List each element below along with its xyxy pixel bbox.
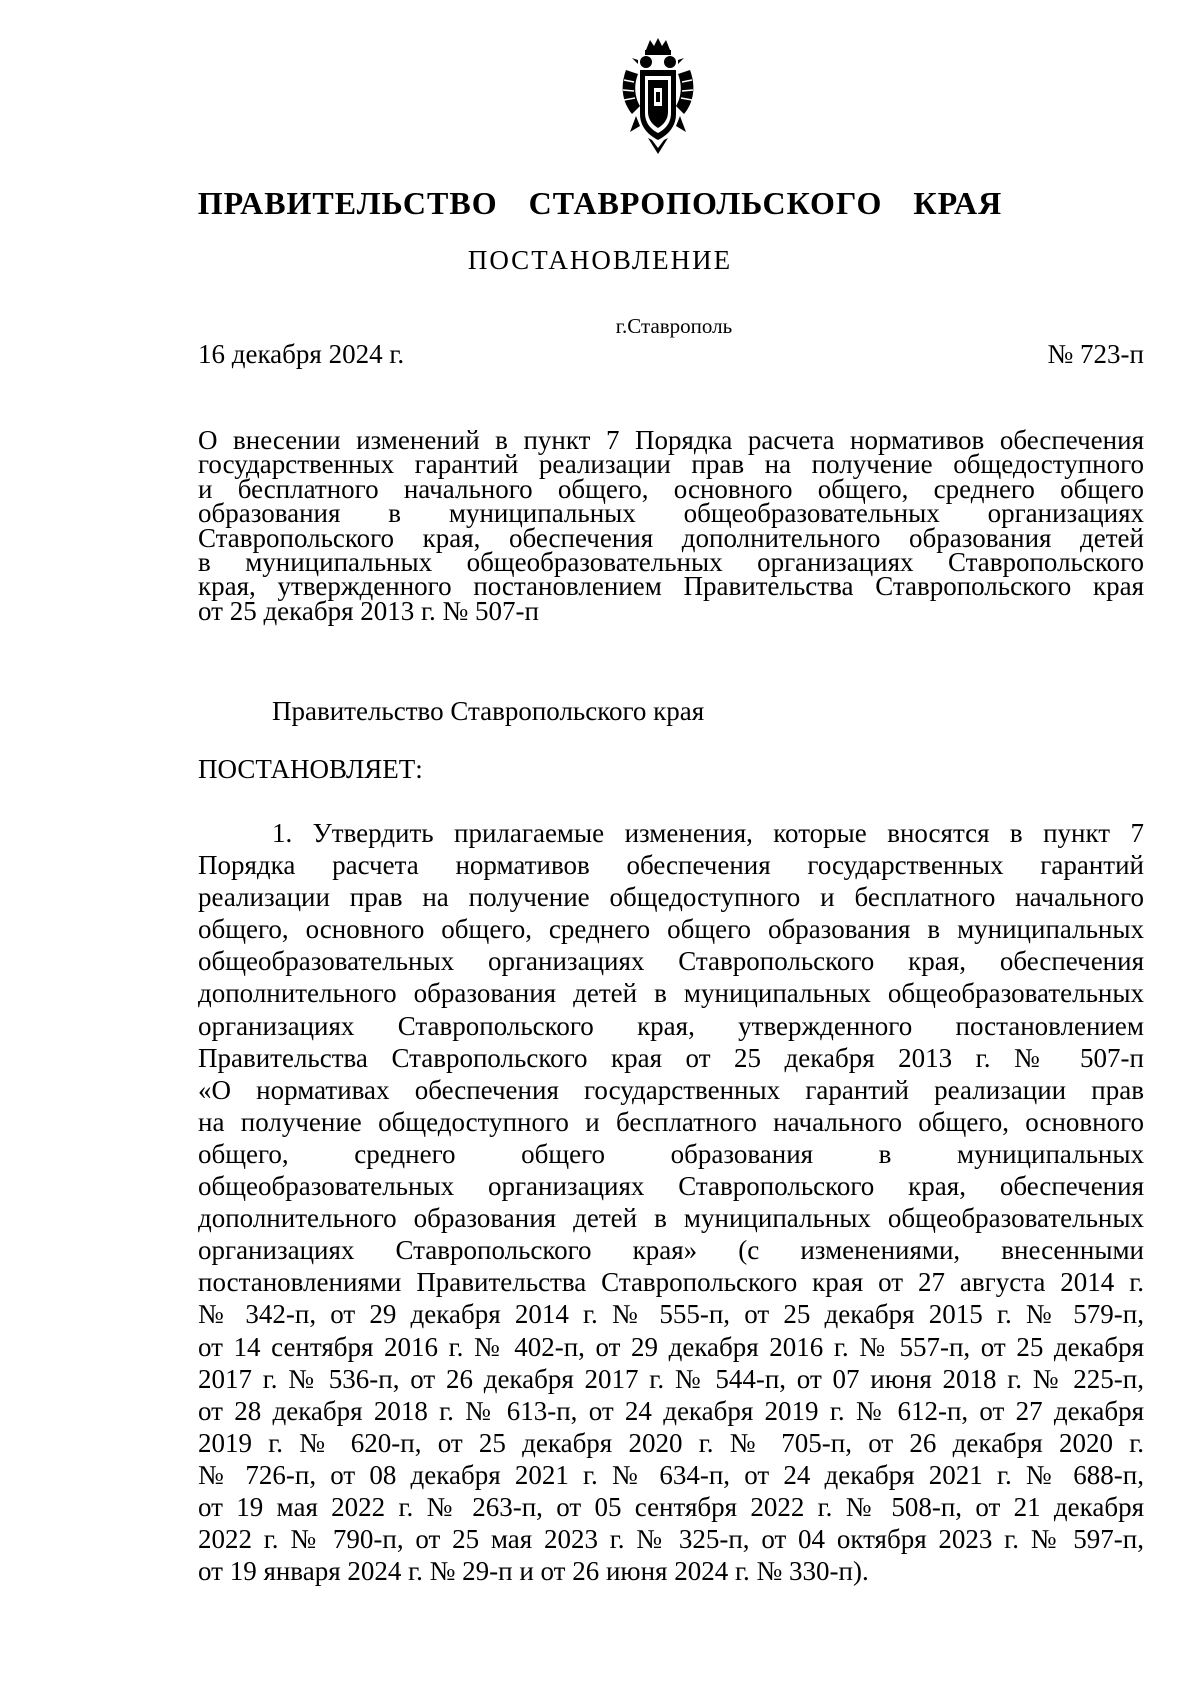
paragraph-line: общеобразовательных организациях Ставропольского края, обеспечения: [198, 1171, 1144, 1202]
paragraph-line: постановлениями Правительства Ставропольского края от 27 августа 2014 г.: [198, 1267, 1144, 1298]
paragraph-line: «О нормативах обеспечения государственных гарантий реализации прав: [198, 1074, 1144, 1105]
document-number: № 723-п: [1047, 339, 1144, 369]
document-subject: [198, 425, 1144, 626]
subject-line: края, утвержденного постановлением Правительства Ставропольского края: [198, 571, 1144, 602]
document-type: ПОСТАНОВЛЕНИЕ: [467, 245, 733, 275]
subject-line: Ставропольского края, обеспечения дополнительного образования детей: [198, 522, 1144, 553]
paragraph-line: 2019 г. № 620-п, от 25 декабря 2020 г. № 705-п, от 26 декабря 2020 г.: [198, 1427, 1144, 1458]
paragraph-line: реализации прав на получение общедоступного и бесплатного начального: [198, 882, 1144, 913]
subject-line: и бесплатного начального общего, основного общего, среднего общего: [198, 473, 1144, 504]
paragraph-line: от 28 декабря 2018 г. № 613-п, от 24 декабря 2019 г. № 612-п, от 27 декабря: [198, 1395, 1144, 1426]
paragraph-line: от 19 января 2024 г. № 29-п и от 26 июня 2024 г. № 330-п).: [198, 1556, 869, 1587]
paragraph-line: 2022 г. № 790-п, от 25 мая 2023 г. № 325-п, от 04 октября 2023 г. № 597-п,: [198, 1524, 1144, 1555]
organization-title: ПРАВИТЕЛЬСТВО СТАВРОПОЛЬСКОГО КРАЯ: [197, 185, 1003, 221]
paragraph-line: от 19 мая 2022 г. № 263-п, от 05 сентября 2022 г. № 508-п, от 21 декабря: [198, 1491, 1144, 1522]
paragraph-line: организациях Ставропольского края» (с изменениями, внесенными: [198, 1235, 1144, 1266]
paragraph-line: № 342-п, от 29 декабря 2014 г. № 555-п, от 25 декабря 2015 г. № 579-п,: [198, 1299, 1144, 1330]
paragraph-line: организациях Ставропольского края, утвержденного постановлением: [198, 1010, 1144, 1041]
paragraph-line: общего, среднего общего образования в муниципальных: [198, 1138, 1144, 1169]
paragraph-line: от 14 сентября 2016 г. № 402-п, от 29 декабря 2016 г. № 557-п, от 25 декабря: [198, 1331, 1144, 1362]
paragraph-line: Правительства Ставропольского края от 25 декабря 2013 г. № 507-п: [198, 1042, 1144, 1073]
subject-line: в муниципальных общеобразовательных организациях Ставропольского: [198, 547, 1144, 578]
paragraph-line: дополнительного образования детей в муниципальных общеобразовательных: [198, 978, 1144, 1009]
decree-word: ПОСТАНОВЛЯЕТ:: [198, 754, 423, 784]
paragraph-1: [198, 817, 1144, 1587]
paragraph-line: № 726-п, от 08 декабря 2021 г. № 634-п, от 24 декабря 2021 г. № 688-п,: [198, 1459, 1144, 1490]
subject-line: О внесении изменений в пункт 7 Порядка расчета нормативов обеспечения: [198, 425, 1144, 455]
subject-line: государственных гарантий реализации прав на получение общедоступного: [198, 449, 1144, 480]
paragraph-line: дополнительного образования детей в муниципальных общеобразовательных: [198, 1203, 1144, 1234]
paragraph-line: 1. Утвердить прилагаемые изменения, которые вносятся в пункт 7: [272, 818, 1144, 848]
paragraph-line: общего, основного общего, среднего общего образования в муниципальных: [198, 914, 1144, 945]
paragraph-line: 2017 г. № 536-п, от 26 декабря 2017 г. № 544-п, от 07 июня 2018 г. № 225-п,: [198, 1363, 1144, 1394]
city: г.Ставрополь: [615, 314, 733, 338]
coat-of-arms-icon: [618, 36, 698, 164]
paragraph-line: на получение общедоступного и бесплатного начального общего, основного: [198, 1106, 1144, 1137]
subject-line: от 25 декабря 2013 г. № 507-п: [198, 595, 539, 626]
subject-line: образования в муниципальных общеобразовательных организациях: [198, 498, 1144, 529]
paragraph-line: Порядка расчета нормативов обеспечения государственных гарантий: [198, 850, 1144, 881]
paragraph-line: общеобразовательных организациях Ставропольского края, обеспечения: [198, 946, 1144, 977]
intro-line: Правительство Ставропольского края: [272, 696, 705, 726]
document-date: 16 декабря 2024 г.: [198, 339, 405, 369]
